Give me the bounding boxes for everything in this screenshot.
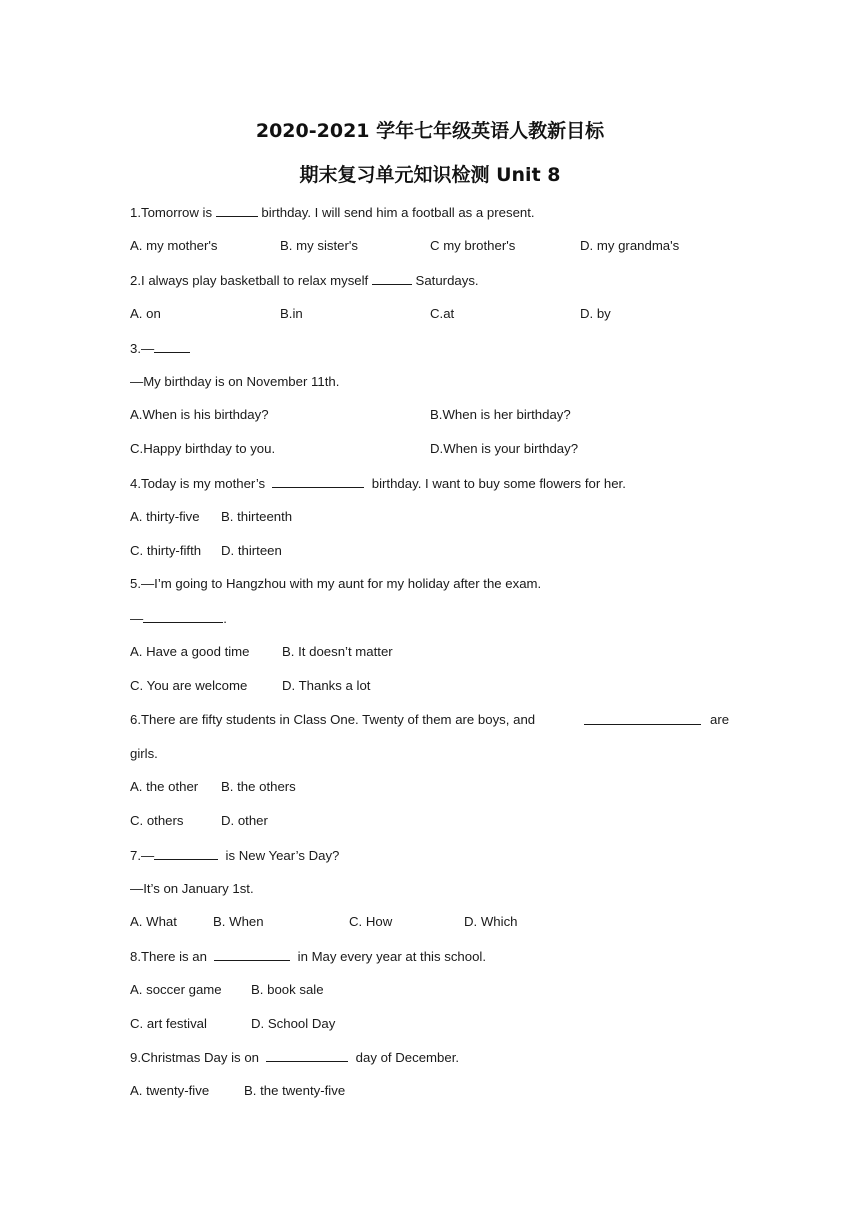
question-6-blank[interactable]	[584, 710, 701, 730]
q5-option-a[interactable]: A. Have a good time	[130, 644, 250, 659]
q5-option-c[interactable]: C. You are welcome	[130, 678, 248, 693]
document-subtitle: 期末复习单元知识检测 Unit 8	[299, 164, 561, 186]
answer-blank[interactable]	[154, 338, 190, 353]
question-6-stem-end: are	[710, 712, 730, 727]
question-5-reply: — .	[130, 608, 227, 628]
q3-option-c[interactable]: C.Happy birthday to you.	[130, 441, 276, 456]
answer-blank[interactable]	[214, 946, 290, 961]
q6-option-b[interactable]: B. the others	[221, 779, 296, 794]
answer-blank[interactable]	[154, 845, 218, 860]
answer-blank[interactable]	[272, 473, 364, 488]
q5-option-b[interactable]: B. It doesn’t matter	[282, 644, 393, 659]
q1-option-a[interactable]: A. my mother's	[130, 238, 218, 253]
q2-option-a[interactable]: A. on	[130, 306, 161, 321]
q2-option-b[interactable]: B.in	[280, 306, 303, 321]
answer-blank[interactable]	[266, 1047, 348, 1062]
q7-option-d[interactable]: D. Which	[464, 914, 518, 929]
q5-option-d[interactable]: D. Thanks a lot	[282, 678, 371, 693]
question-6-stem: 6.There are fifty students in Class One. Twenty of them are boys, and	[130, 712, 536, 727]
q8-option-b[interactable]: B. book sale	[251, 982, 324, 997]
q2-option-c[interactable]: C.at	[430, 306, 455, 321]
question-3-stem: 3.—	[130, 338, 190, 358]
q6-option-a[interactable]: A. the other	[130, 779, 199, 794]
answer-blank[interactable]	[372, 270, 412, 285]
q3-option-b[interactable]: B.When is her birthday?	[430, 407, 571, 422]
q9-option-b[interactable]: B. the twenty-five	[244, 1083, 346, 1098]
q1-option-c[interactable]: C my brother's	[430, 238, 516, 253]
question-6-stem-cont: girls.	[130, 746, 158, 761]
question-2-stem: 2.I always play basketball to relax myself Saturdays.	[130, 270, 479, 290]
q4-option-d[interactable]: D. thirteen	[221, 543, 282, 558]
question-5-stem: 5.—I’m going to Hangzhou with my aunt for my holiday after the exam.	[130, 576, 542, 591]
q8-option-a[interactable]: A. soccer game	[130, 982, 222, 997]
document-title: 2020-2021 学年七年级英语人教新目标	[255, 120, 605, 142]
answer-blank[interactable]	[584, 710, 701, 725]
q4-option-c[interactable]: C. thirty-fifth	[130, 543, 202, 558]
q4-option-b[interactable]: B. thirteenth	[221, 509, 293, 524]
q3-option-d[interactable]: D.When is your birthday?	[430, 441, 579, 456]
q7-option-c[interactable]: C. How	[349, 914, 393, 929]
q8-option-d[interactable]: D. School Day	[251, 1016, 336, 1031]
question-3-reply: —My birthday is on November 11th.	[130, 374, 340, 389]
q1-option-b[interactable]: B. my sister's	[280, 238, 358, 253]
q1-option-d[interactable]: D. my grandma's	[580, 238, 680, 253]
question-8-stem: 8.There is an in May every year at this school.	[130, 946, 486, 966]
q7-option-a[interactable]: A. What	[130, 914, 177, 929]
question-9-stem: 9.Christmas Day is on day of December.	[130, 1047, 459, 1067]
q6-option-c[interactable]: C. others	[130, 813, 184, 828]
q6-option-d[interactable]: D. other	[221, 813, 268, 828]
q9-option-a[interactable]: A. twenty-five	[130, 1083, 210, 1098]
answer-blank[interactable]	[143, 608, 223, 623]
q3-option-a[interactable]: A.When is his birthday?	[130, 407, 269, 422]
question-4-stem: 4.Today is my mother’s birthday. I want to buy some flowers for her.	[130, 473, 626, 493]
question-7-stem: 7.— is New Year’s Day?	[130, 845, 339, 865]
q8-option-c[interactable]: C. art festival	[130, 1016, 207, 1031]
question-7-reply: —It’s on January 1st.	[130, 881, 254, 896]
q2-option-d[interactable]: D. by	[580, 306, 611, 321]
q7-option-b[interactable]: B. When	[213, 914, 264, 929]
question-1-stem: 1.Tomorrow is birthday. I will send him a football as a present.	[130, 202, 535, 222]
q4-option-a[interactable]: A. thirty-five	[130, 509, 200, 524]
answer-blank[interactable]	[216, 202, 258, 217]
